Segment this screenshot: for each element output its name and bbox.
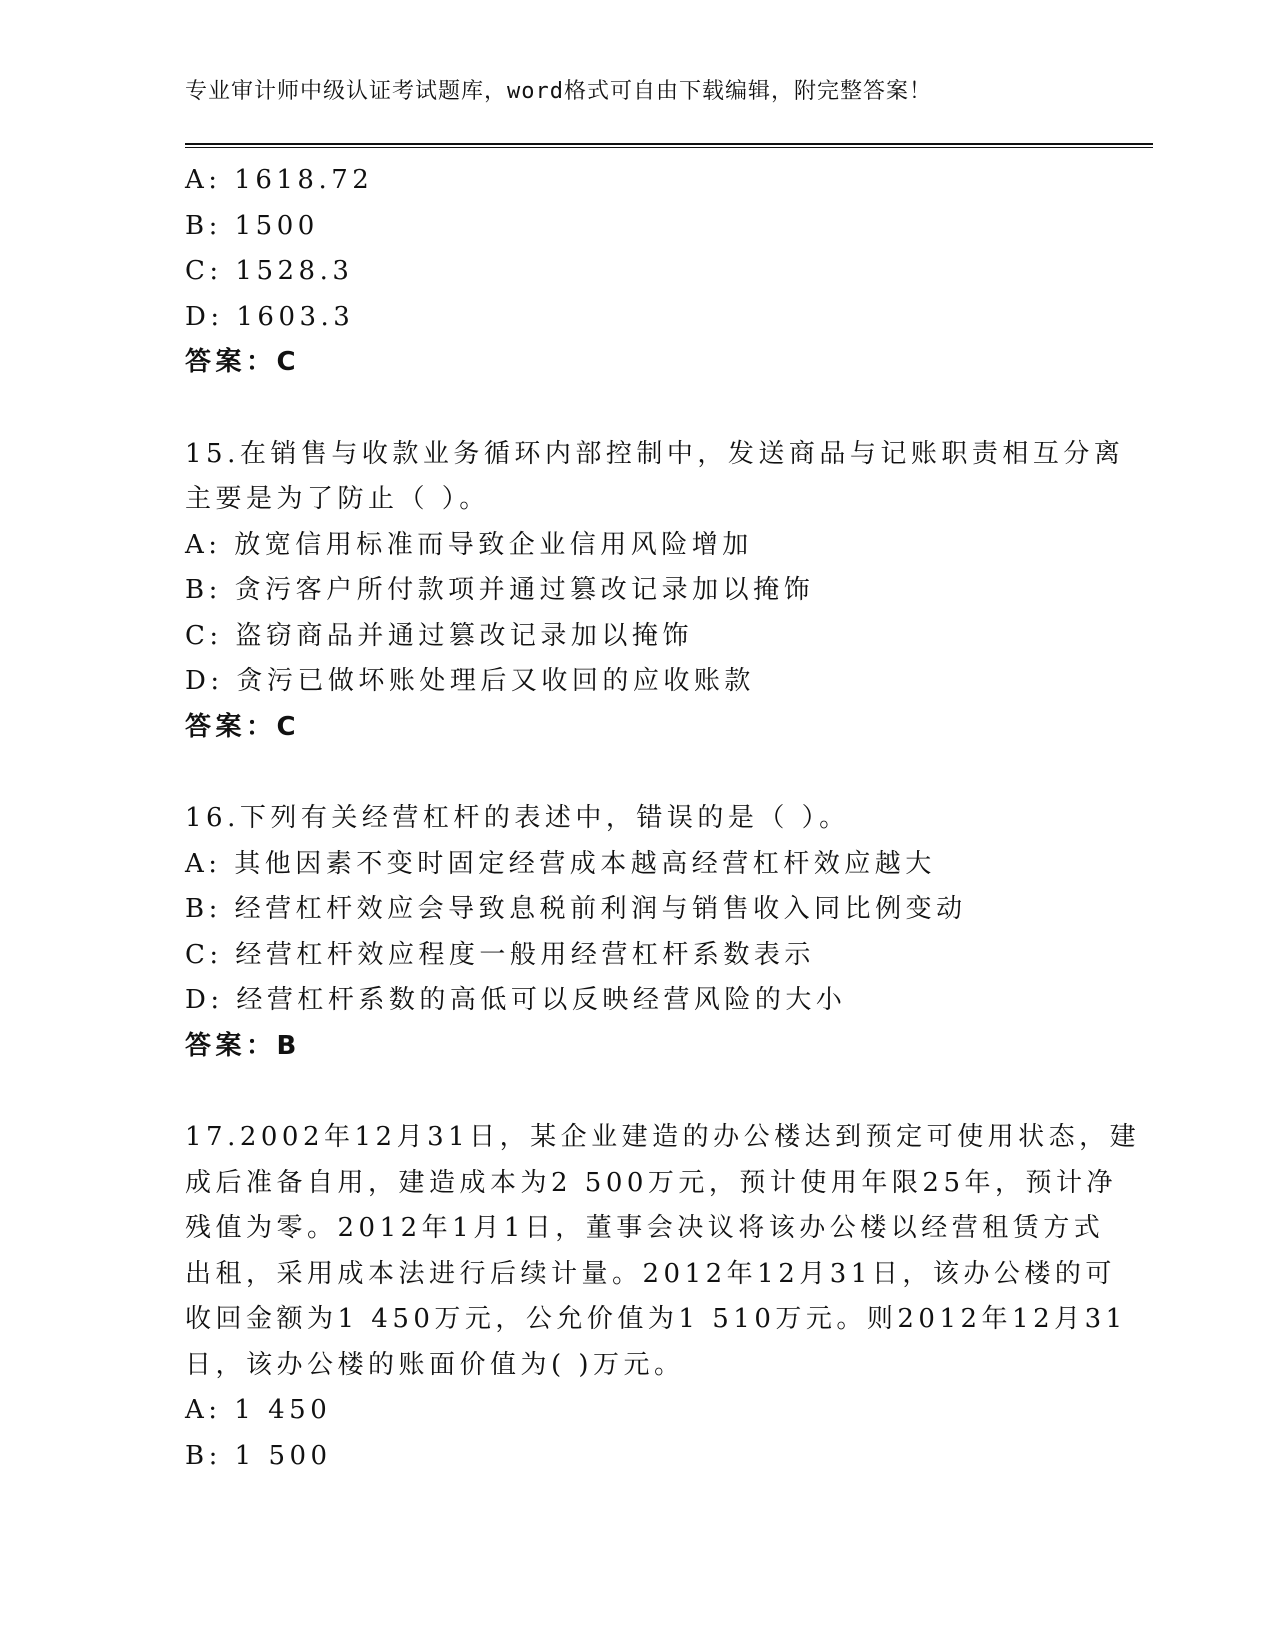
spacer xyxy=(185,1069,1085,1115)
answer: 答案：C xyxy=(185,347,301,377)
question-stem-line: 15.在销售与收款业务循环内部控制中，发送商品与记账职责相互分离 xyxy=(185,438,1125,469)
question-16 xyxy=(185,796,1085,1069)
spacer xyxy=(185,750,1085,796)
question-stem-line: 16.下列有关经营杠杆的表述中，错误的是（ ）。 xyxy=(185,803,850,833)
question-stem-line: 17.2002年12月31日，某企业建造的办公楼达到预定可使用状态，建 xyxy=(185,1122,1141,1152)
option-b: B: 1500 xyxy=(185,210,319,241)
answer: 答案：B xyxy=(185,1030,301,1061)
option-d: D: 1603.3 xyxy=(185,301,355,332)
question-15 xyxy=(185,432,1125,751)
option-a: A: 放宽信用标准而导致企业信用风险增加 xyxy=(185,529,753,560)
question-stem-line: 日，该办公楼的账面价值为( )万元。 xyxy=(185,1349,685,1380)
page-header: 专业审计师中级认证考试题库，word格式可自由下载编辑，附完整答案！ xyxy=(185,79,932,104)
question-stem-line: 收回金额为1 450万元，公允价值为1 510万元。则2012年12月31 xyxy=(185,1304,1127,1334)
option-d: D: 经营杠杆系数的高低可以反映经营风险的大小 xyxy=(185,985,847,1015)
question-stem-line: 成后准备自用，建造成本为2 500万元，预计使用年限25年，预计净 xyxy=(185,1167,1118,1198)
question-stem-line: 出租，采用成本法进行后续计量。2012年12月31日，该办公楼的可 xyxy=(185,1258,1116,1289)
header-rule xyxy=(185,143,1153,148)
option-b: B: 经营杠杆效应会导致息税前利润与销售收入同比例变动 xyxy=(185,894,967,924)
option-d: D: 贪污已做坏账处理后又收回的应收账款 xyxy=(185,666,755,696)
question-14-tail xyxy=(185,158,1085,386)
spacer xyxy=(185,386,1085,432)
question-stem-line: 主要是为了防止（ ）。 xyxy=(185,484,490,514)
option-a: A: 1 450 xyxy=(185,1395,332,1425)
option-b: B: 1 500 xyxy=(185,1440,332,1471)
option-b: B: 贪污客户所付款项并通过篡改记录加以掩饰 xyxy=(185,575,815,605)
option-c: C: 盗窃商品并通过篡改记录加以掩饰 xyxy=(185,620,693,651)
answer: 答案：C xyxy=(185,711,301,742)
option-a: A: 其他因素不变时固定经营成本越高经营杠杆效应越大 xyxy=(185,848,936,879)
document-body xyxy=(185,158,1141,1479)
question-stem-line: 残值为零。2012年1月1日，董事会决议将该办公楼以经营租赁方式 xyxy=(185,1213,1105,1243)
option-c: C: 经营杠杆效应程度一般用经营杠杆系数表示 xyxy=(185,939,815,970)
option-c: C: 1528.3 xyxy=(185,256,354,286)
question-17 xyxy=(185,1115,1141,1479)
option-a: A: 1618.72 xyxy=(185,165,374,195)
